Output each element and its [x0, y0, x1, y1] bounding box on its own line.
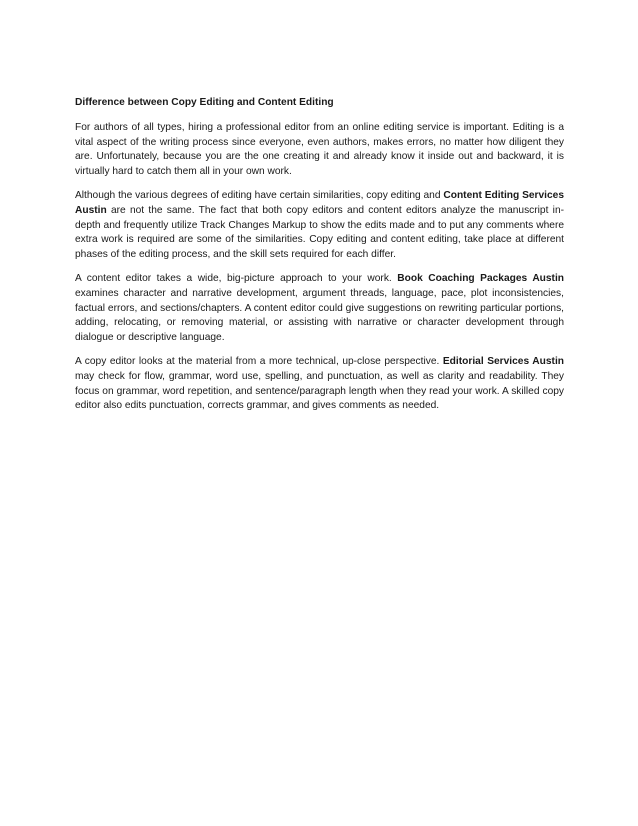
document-page [75, 96, 564, 424]
paragraph-text: may check for flow, grammar, word use, spelling, and punctuation, as well as clarity and readability. They focus on grammar, word repetition, and sentence/paragraph length when they read your work. A skilled copy editor also edits punctuation, corrects grammar, and gives comments as needed. [75, 370, 564, 412]
paragraph-4 [75, 355, 564, 413]
paragraph-3 [75, 272, 564, 345]
paragraph-text: A copy editor looks at the material from a more technical, up-close perspective. [75, 356, 443, 368]
paragraph-text: Although the various degrees of editing have certain similarities, copy editing and [75, 190, 444, 202]
bold-keyword: Book Coaching Packages Austin [397, 273, 565, 285]
paragraph-1 [75, 121, 564, 179]
paragraph-text: examines character and narrative development, argument threads, language, pace, plot inconsistencies, factual errors, and sections/chapters. A content editor could give suggestions on rewriting particular portions, adding, relocating, or removing material, or assisting with narrative or character development through dialogue or descriptive language. [75, 287, 564, 343]
bold-keyword: Content Editing Services Austin [75, 190, 564, 216]
bold-keyword: Editorial Services Austin [442, 356, 564, 368]
paragraph-2 [75, 189, 564, 262]
paragraph-text: For authors of all types, hiring a professional editor from an online editing service is important. Editing is a vital aspect of the writing process since everyone, even authors, makes errors, no matter how diligent they are. Unfortunately, because you are the one creating it and already know it inside out and backward, it is virtually hard to catch them all in your own work. [75, 122, 564, 177]
paragraph-text: are not the same. The fact that both copy editors and content editors analyze the manuscript in-depth and frequently utilize Track Changes Markup to show the edits made and to put any comments where extra work is required are some of the similarities. Copy editing and content editing, take place at different phases of the editing process, and the skill sets required for each differ. [75, 204, 564, 260]
document-title: Difference between Copy Editing and Content Editing [75, 97, 334, 108]
paragraph-text: A content editor takes a wide, big-picture approach to your work. [75, 273, 398, 285]
